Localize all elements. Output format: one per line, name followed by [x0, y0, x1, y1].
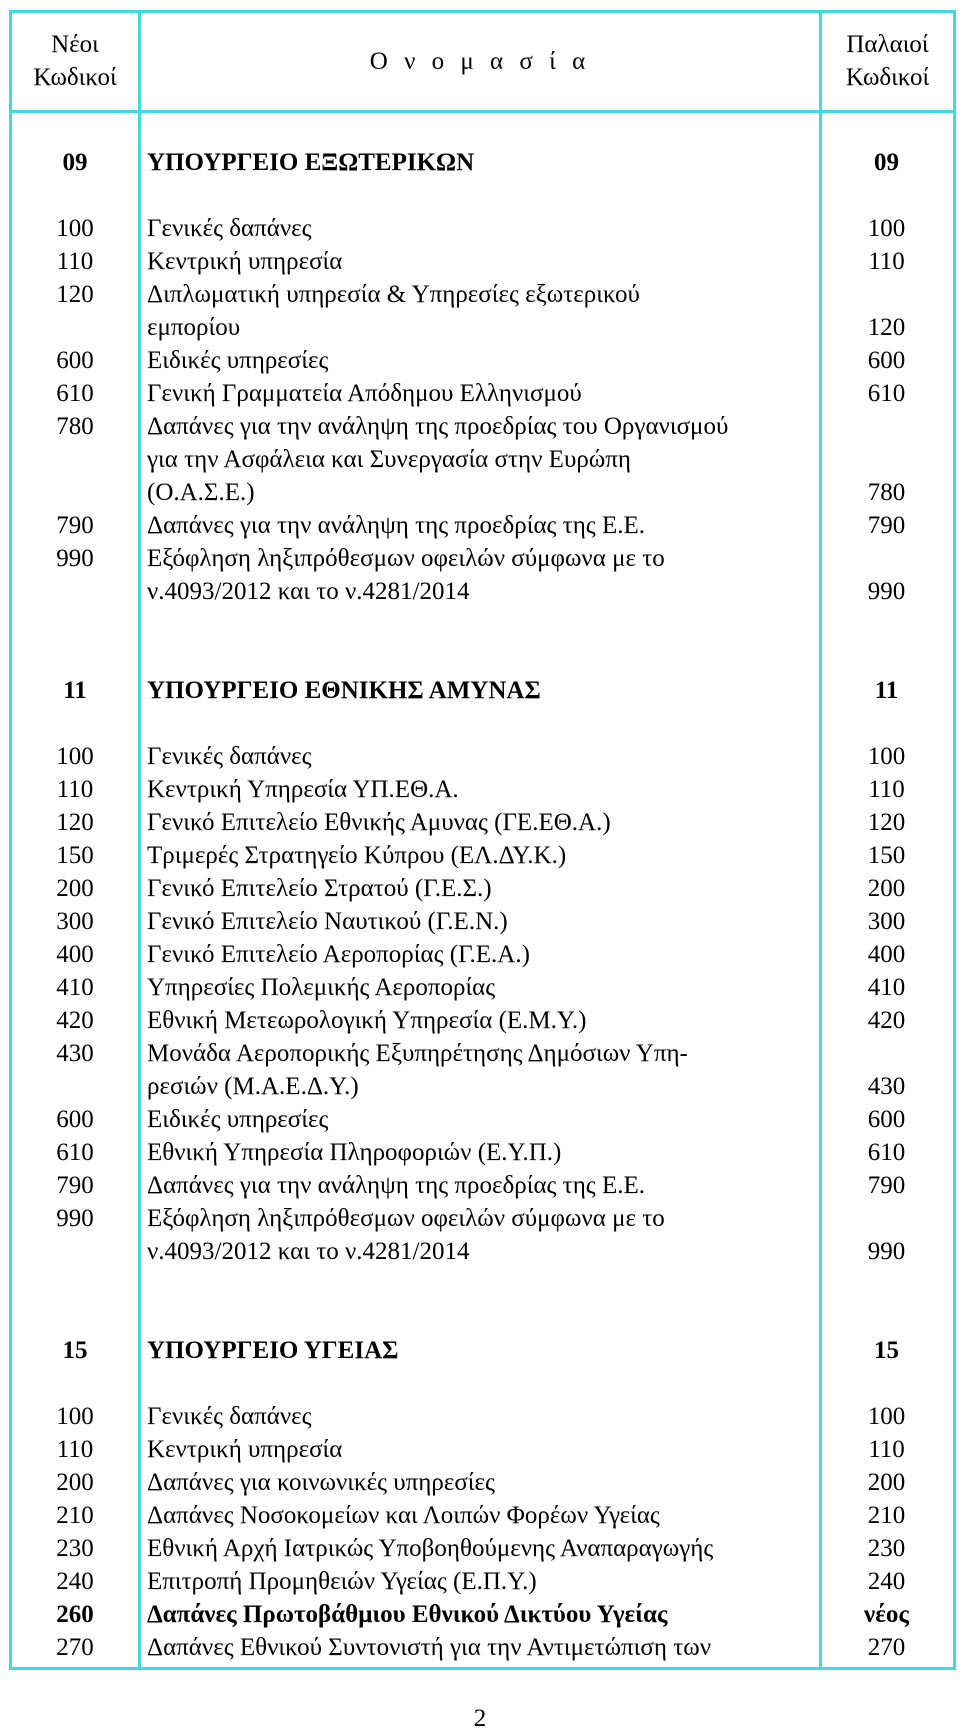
- row-new-code: 240: [56, 1568, 94, 1595]
- section-code: 09: [62, 149, 88, 176]
- row-new-code: 790: [56, 1172, 94, 1199]
- row-new-code: 400: [56, 941, 94, 968]
- header-new-codes-line1: Νέοι: [51, 31, 99, 58]
- row-description-line: Κεντρική υπηρεσία: [147, 248, 343, 275]
- table-row: [12, 1400, 953, 1433]
- section-spacer: [12, 1367, 953, 1400]
- row-new-code: 780: [56, 413, 94, 440]
- row-description-line: Γενικές δαπάνες: [147, 743, 312, 770]
- row-new-code: 600: [56, 347, 94, 374]
- table-row: [12, 1598, 953, 1631]
- row-new-code: 410: [56, 974, 94, 1001]
- row-old-code: 990: [867, 578, 906, 605]
- row-description: [138, 740, 820, 773]
- section-code: 11: [63, 677, 87, 704]
- row-new-code: 610: [56, 380, 94, 407]
- table-row: [12, 1532, 953, 1565]
- section-spacer: [12, 1268, 953, 1334]
- row-old-code: 600: [867, 347, 906, 374]
- row-description-line: Κεντρική Υπηρεσία ΥΠ.ΕΘ.Α.: [147, 776, 459, 803]
- row-new-code: 600: [56, 1106, 94, 1133]
- row-old-code: 230: [867, 1535, 906, 1562]
- row-description: [138, 1466, 820, 1499]
- row-old-code: 150: [867, 842, 906, 869]
- table-body: [12, 113, 953, 1664]
- row-new-code: 420: [56, 1007, 94, 1034]
- row-old-code: 100: [867, 743, 906, 770]
- header-new-codes: [12, 12, 138, 110]
- table-row: [12, 1565, 953, 1598]
- row-new-code: 990: [56, 1205, 94, 1232]
- row-new-code: 790: [56, 512, 94, 539]
- row-description-line: Μονάδα Αεροπορικής Εξυπηρέτησης Δημόσιων Υπη-: [147, 1040, 688, 1067]
- row-description: [138, 1136, 820, 1169]
- row-description-line: Γενικές δαπάνες: [147, 215, 312, 242]
- row-old-code: 100: [867, 1403, 906, 1430]
- table-row: [12, 377, 953, 410]
- row-old-code: 780: [867, 479, 906, 506]
- section-header-row: [12, 146, 953, 179]
- row-new-code: 100: [56, 215, 94, 242]
- row-old-code: 600: [867, 1106, 906, 1133]
- table-row: [12, 1103, 953, 1136]
- row-new-code: 260: [56, 1601, 94, 1628]
- row-description: [138, 278, 820, 344]
- section-title: ΥΠΟΥΡΓΕΙΟ ΕΞΩΤΕΡΙΚΩΝ: [147, 149, 475, 176]
- table-row: [12, 278, 953, 344]
- row-description-line: ρεσιών (Μ.Α.Ε.Δ.Υ.): [147, 1073, 359, 1100]
- table-row: [12, 1433, 953, 1466]
- section-spacer: [12, 707, 953, 740]
- row-description: [138, 1004, 820, 1037]
- row-old-code: 110: [868, 1436, 905, 1463]
- row-description: [138, 212, 820, 245]
- row-description: [138, 1631, 820, 1664]
- row-new-code: 990: [56, 545, 94, 572]
- row-old-code: 790: [867, 1172, 906, 1199]
- row-description: [138, 410, 820, 509]
- row-description: [138, 509, 820, 542]
- row-description-line: Δαπάνες για την ανάληψη της προεδρίας του Οργανισμού: [147, 413, 729, 440]
- row-new-code: 270: [56, 1634, 94, 1661]
- row-old-code: 430: [867, 1073, 906, 1100]
- row-description: [138, 1565, 820, 1598]
- row-description: [138, 1433, 820, 1466]
- row-description-line: ν.4093/2012 και το ν.4281/2014: [147, 578, 470, 605]
- row-description: [138, 938, 820, 971]
- row-old-code: 110: [868, 248, 905, 275]
- row-description: [138, 344, 820, 377]
- row-description-line: Δαπάνες Εθνικού Συντονιστή για την Αντιμετώπιση των: [147, 1634, 712, 1661]
- row-old-code: 240: [867, 1568, 906, 1595]
- row-new-code: 200: [56, 1469, 94, 1496]
- table-row: [12, 542, 953, 608]
- section-title: ΥΠΟΥΡΓΕΙΟ ΥΓΕΙΑΣ: [147, 1337, 399, 1364]
- row-new-code: 120: [56, 809, 94, 836]
- row-description-line: Δαπάνες για την ανάληψη της προεδρίας της Ε.Ε.: [147, 1172, 645, 1199]
- row-old-code: 120: [867, 314, 906, 341]
- section-old-code: 09: [874, 149, 899, 176]
- row-description: [138, 773, 820, 806]
- row-old-code: 270: [867, 1634, 906, 1661]
- page-number: 2: [473, 1705, 487, 1732]
- section-spacer: [12, 113, 953, 146]
- table-row: [12, 509, 953, 542]
- row-description-line: Εθνική Μετεωρολογική Υπηρεσία (Ε.Μ.Υ.): [147, 1007, 587, 1034]
- table-row: [12, 245, 953, 278]
- row-old-code: 410: [867, 974, 906, 1001]
- table-row: [12, 938, 953, 971]
- row-description: [138, 542, 820, 608]
- row-old-code: 210: [867, 1502, 906, 1529]
- table-row: [12, 1202, 953, 1268]
- table-row: [12, 1136, 953, 1169]
- section-spacer: [12, 608, 953, 674]
- row-description-line: Εθνική Αρχή Ιατρικώς Υποβοηθούμενης Αναπαραγωγής: [147, 1535, 714, 1562]
- row-description-line: Δαπάνες Πρωτοβάθμιου Εθνικού Δικτύου Υγείας: [147, 1601, 668, 1628]
- row-description-line: για την Ασφάλεια και Συνεργασία στην Ευρώπη: [147, 446, 631, 473]
- row-description-line: Γενικό Επιτελείο Στρατού (Γ.Ε.Σ.): [147, 875, 492, 902]
- row-description: [138, 1499, 820, 1532]
- row-description-line: Γενική Γραμματεία Απόδημου Ελληνισμού: [147, 380, 582, 407]
- table-row: [12, 410, 953, 509]
- table-row: [12, 1037, 953, 1103]
- row-description: [138, 1103, 820, 1136]
- row-old-code: 420: [867, 1007, 906, 1034]
- table-row: [12, 740, 953, 773]
- row-new-code: 230: [56, 1535, 94, 1562]
- row-description: [138, 905, 820, 938]
- row-description: [138, 806, 820, 839]
- row-description: [138, 971, 820, 1004]
- table-row: [12, 1499, 953, 1532]
- row-new-code: 210: [56, 1502, 94, 1529]
- table-row: [12, 905, 953, 938]
- row-description: [138, 839, 820, 872]
- row-description: [138, 1598, 820, 1631]
- row-description-line: Κεντρική υπηρεσία: [147, 1436, 343, 1463]
- row-old-code: νέος: [864, 1601, 909, 1628]
- table-row: [12, 971, 953, 1004]
- row-new-code: 100: [56, 1403, 94, 1430]
- table-row: [12, 773, 953, 806]
- table-row: [12, 1169, 953, 1202]
- row-description-line: εμπορίου: [147, 314, 241, 341]
- row-description-line: Εξόφληση ληξιπρόθεσμων οφειλών σύμφωνα με το: [147, 545, 665, 572]
- row-description: [138, 1169, 820, 1202]
- row-new-code: 110: [56, 248, 94, 275]
- row-old-code: 400: [867, 941, 906, 968]
- row-description: [138, 1532, 820, 1565]
- row-description-line: Υπηρεσίες Πολεμικής Αεροπορίας: [147, 974, 496, 1001]
- row-old-code: 610: [867, 1139, 906, 1166]
- row-old-code: 200: [867, 875, 906, 902]
- row-description-line: Εθνική Υπηρεσία Πληροφοριών (Ε.Υ.Π.): [147, 1139, 562, 1166]
- row-new-code: 300: [56, 908, 94, 935]
- row-new-code: 200: [56, 875, 94, 902]
- row-description-line: Επιτροπή Προμηθειών Υγείας (Ε.Π.Υ.): [147, 1568, 537, 1595]
- row-old-code: 200: [867, 1469, 906, 1496]
- row-description-line: Εξόφληση ληξιπρόθεσμων οφειλών σύμφωνα με το: [147, 1205, 665, 1232]
- row-new-code: 120: [56, 281, 94, 308]
- row-description-line: Διπλωματική υπηρεσία & Υπηρεσίες εξωτερικού: [147, 281, 640, 308]
- table-row: [12, 212, 953, 245]
- section-old-code: 11: [874, 677, 899, 704]
- row-new-code: 610: [56, 1139, 94, 1166]
- row-description-line: Δαπάνες για κοινωνικές υπηρεσίες: [147, 1469, 495, 1496]
- row-description: [138, 872, 820, 905]
- section-header-row: [12, 674, 953, 707]
- table-row: [12, 839, 953, 872]
- section-title: ΥΠΟΥΡΓΕΙΟ ΕΘΝΙΚΗΣ ΑΜΥΝΑΣ: [147, 677, 541, 704]
- row-description-line: Ειδικές υπηρεσίες: [147, 1106, 329, 1133]
- table-row: [12, 344, 953, 377]
- row-old-code: 110: [868, 776, 905, 803]
- header-name: Ο ν ο μ α σ ί α: [369, 47, 591, 75]
- table-row: [12, 1004, 953, 1037]
- row-description: [138, 1202, 820, 1268]
- header-old-codes-line2: Κωδικοί: [845, 64, 930, 91]
- section-code: 15: [62, 1337, 88, 1364]
- row-description-line: ν.4093/2012 και το ν.4281/2014: [147, 1238, 470, 1265]
- row-new-code: 150: [56, 842, 94, 869]
- row-new-code: 430: [56, 1040, 94, 1067]
- row-description-line: Γενικό Επιτελείο Αεροπορίας (Γ.Ε.Α.): [147, 941, 530, 968]
- row-new-code: 100: [56, 743, 94, 770]
- row-old-code: 100: [867, 215, 906, 242]
- section-header-row: [12, 1334, 953, 1367]
- table-row: [12, 872, 953, 905]
- header-old-codes: [822, 12, 953, 110]
- row-description-line: Γενικές δαπάνες: [147, 1403, 312, 1430]
- row-description-line: Τριμερές Στρατηγείο Κύπρου (ΕΛ.ΔΥ.Κ.): [147, 842, 567, 869]
- row-new-code: 110: [56, 1436, 94, 1463]
- row-description: [138, 245, 820, 278]
- row-description: [138, 377, 820, 410]
- row-old-code: 790: [867, 512, 906, 539]
- row-description: [138, 1400, 820, 1433]
- row-old-code: 120: [867, 809, 906, 836]
- row-description-line: Δαπάνες Νοσοκομείων και Λοιπών Φορέων Υγείας: [147, 1502, 660, 1529]
- row-old-code: 610: [867, 380, 906, 407]
- row-new-code: 110: [56, 776, 94, 803]
- row-description-line: Γενικό Επιτελείο Ναυτικού (Γ.Ε.Ν.): [147, 908, 508, 935]
- row-description-line: Γενικό Επιτελείο Εθνικής Αμυνας (ΓΕ.ΕΘ.Α.): [147, 809, 611, 836]
- table-row: [12, 1631, 953, 1664]
- table-row: [12, 806, 953, 839]
- header-new-codes-line2: Κωδικοί: [33, 64, 117, 91]
- section-spacer: [12, 179, 953, 212]
- row-description-line: Δαπάνες για την ανάληψη της προεδρίας της Ε.Ε.: [147, 512, 645, 539]
- row-description: [138, 1037, 820, 1103]
- row-old-code: 990: [867, 1238, 906, 1265]
- section-old-code: 15: [874, 1337, 899, 1364]
- header-old-codes-line1: Παλαιοί: [846, 31, 929, 58]
- row-description-line: Ειδικές υπηρεσίες: [147, 347, 329, 374]
- table-row: [12, 1466, 953, 1499]
- row-description-line: (Ο.Α.Σ.Ε.): [147, 479, 255, 506]
- row-old-code: 300: [867, 908, 906, 935]
